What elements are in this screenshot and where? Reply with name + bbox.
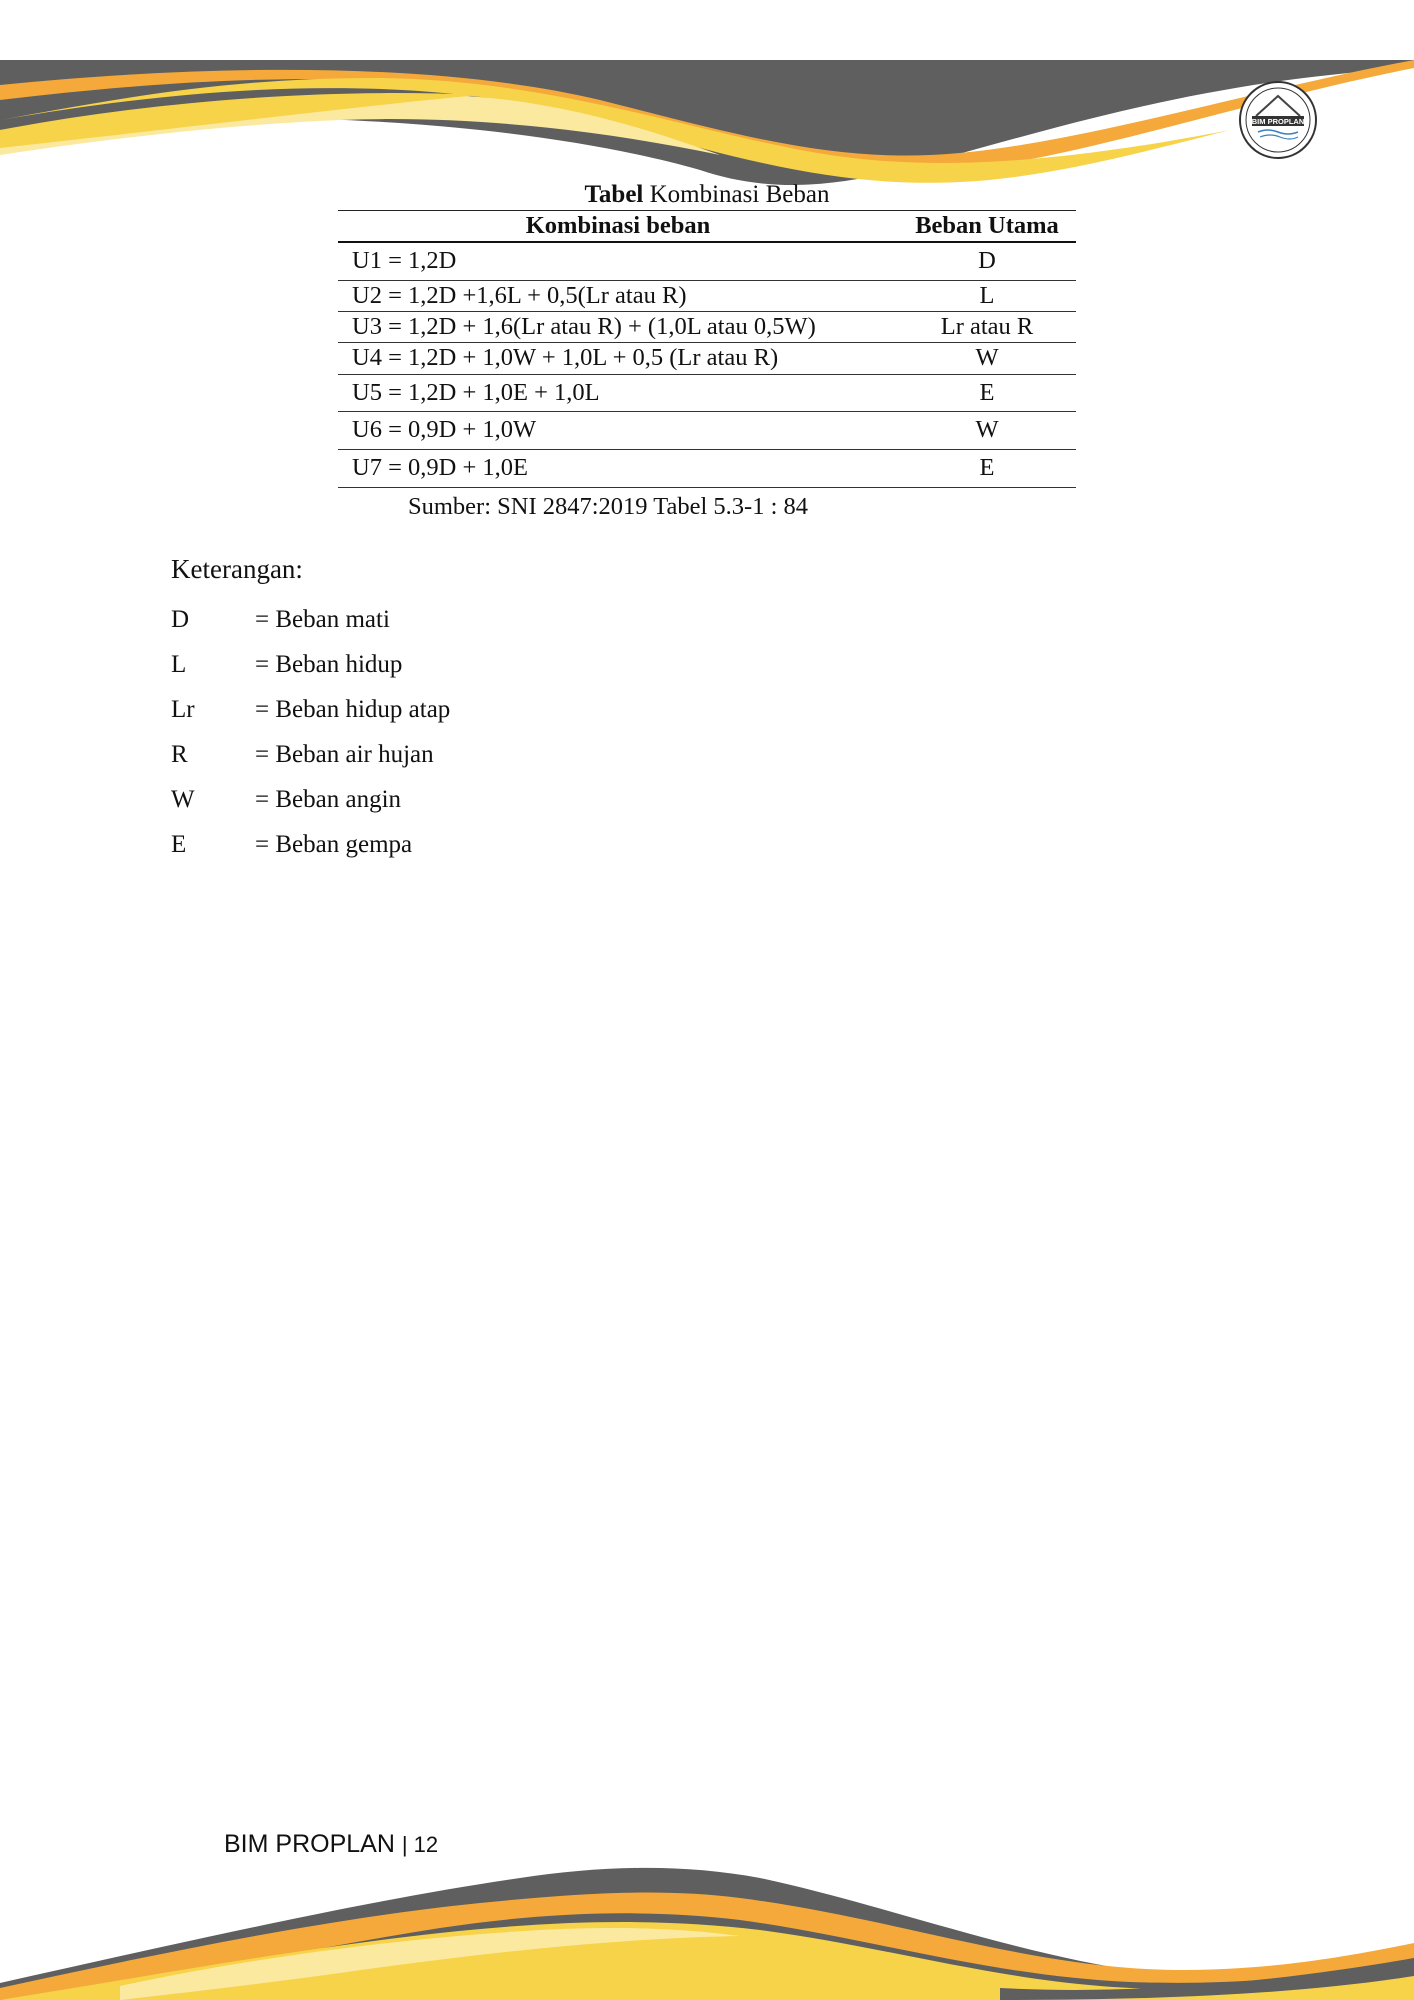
legend-symbol: R bbox=[171, 741, 188, 768]
legend-symbol: L bbox=[171, 651, 187, 678]
legend-desc: = Beban mati bbox=[255, 606, 390, 633]
load-combination-table bbox=[338, 210, 1076, 488]
legend-desc: = Beban hidup bbox=[255, 651, 403, 678]
legend-symbol: W bbox=[171, 786, 195, 813]
util-cell: E bbox=[898, 374, 1076, 411]
util-cell: Lr atau R bbox=[898, 311, 1076, 342]
legend-symbol: E bbox=[171, 831, 187, 858]
keterangan-title: Keterangan: bbox=[171, 554, 303, 584]
bim-proplan-logo bbox=[1238, 80, 1318, 160]
footer-page-label bbox=[224, 1830, 438, 1859]
header-wave-decoration bbox=[0, 60, 1414, 200]
load-combination-table-block bbox=[338, 180, 1076, 522]
legend-item bbox=[171, 647, 450, 692]
legend-symbol: D bbox=[171, 606, 190, 633]
legend-item bbox=[171, 692, 450, 737]
legend-item bbox=[171, 827, 450, 872]
legend-desc: = Beban angin bbox=[255, 786, 402, 813]
util-cell: W bbox=[898, 342, 1076, 374]
combo-cell: U6 = 0,9D + 1,0W bbox=[338, 411, 898, 449]
legend-item bbox=[171, 602, 450, 647]
legend-desc: = Beban gempa bbox=[255, 831, 413, 858]
page-number: | 12 bbox=[401, 1832, 439, 1857]
logo-text: BIM PROPLAN bbox=[1251, 117, 1305, 126]
combo-cell: U2 = 1,2D +1,6L + 0,5(Lr atau R) bbox=[338, 280, 898, 311]
table-header-row bbox=[338, 211, 1076, 243]
util-cell: L bbox=[898, 280, 1076, 311]
combo-cell: U4 = 1,2D + 1,0W + 1,0L + 0,5 (Lr atau R) bbox=[338, 342, 898, 374]
util-cell: D bbox=[898, 242, 1076, 280]
legend-item bbox=[171, 737, 450, 782]
table-row bbox=[338, 342, 1076, 374]
table-row bbox=[338, 411, 1076, 449]
footer-brand: BIM PROPLAN bbox=[224, 1830, 395, 1858]
table-caption-text: Kombinasi Beban bbox=[649, 181, 830, 208]
header-beban-utama: Beban Utama bbox=[898, 211, 1076, 243]
combo-cell: U3 = 1,2D + 1,6(Lr atau R) + (1,0L atau 0,5W) bbox=[338, 311, 898, 342]
legend-item bbox=[171, 782, 450, 827]
table-row bbox=[338, 311, 1076, 342]
combo-cell: U7 = 0,9D + 1,0E bbox=[338, 449, 898, 487]
combo-cell: U5 = 1,2D + 1,0E + 1,0L bbox=[338, 374, 898, 411]
util-cell: W bbox=[898, 411, 1076, 449]
table-row bbox=[338, 374, 1076, 411]
table-source: Sumber: SNI 2847:2019 Tabel 5.3-1 : 84 bbox=[408, 492, 809, 520]
legend-list bbox=[171, 602, 450, 872]
legend-desc: = Beban hidup atap bbox=[255, 696, 451, 723]
table-row bbox=[338, 280, 1076, 311]
legend-desc: = Beban air hujan bbox=[255, 741, 434, 768]
header-kombinasi: Kombinasi beban bbox=[338, 211, 898, 243]
table-caption bbox=[338, 180, 1076, 210]
util-cell: E bbox=[898, 449, 1076, 487]
legend-symbol: Lr bbox=[171, 696, 195, 723]
footer-wave-decoration bbox=[0, 1858, 1414, 2000]
combo-cell: U1 = 1,2D bbox=[338, 242, 898, 280]
table-caption-bold: Tabel bbox=[584, 181, 644, 208]
table-row bbox=[338, 449, 1076, 487]
table-row bbox=[338, 242, 1076, 280]
